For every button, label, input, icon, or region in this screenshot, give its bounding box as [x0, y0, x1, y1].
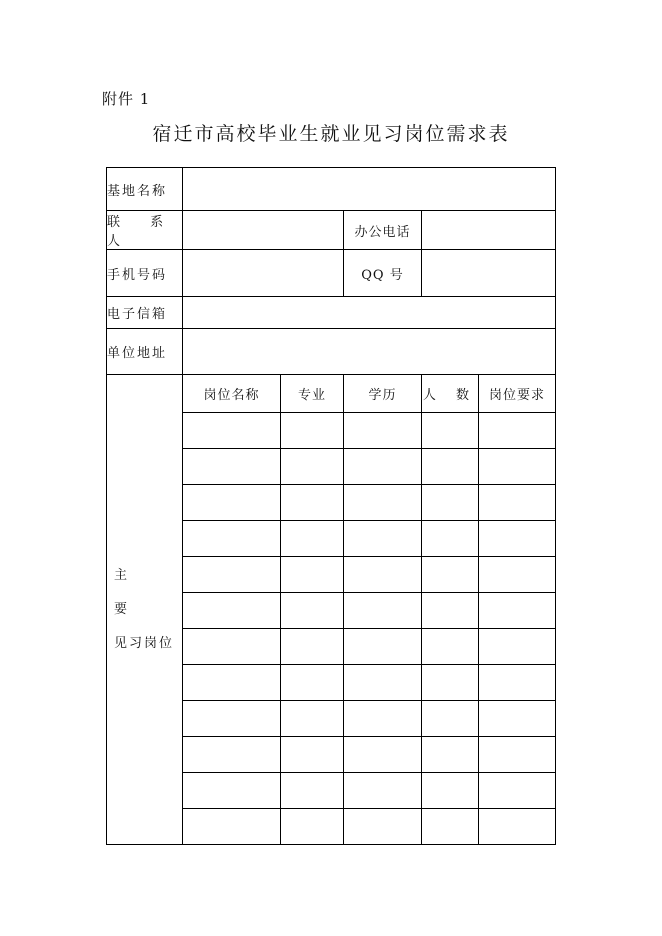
education-cell[interactable]	[344, 593, 422, 629]
requirements-cell[interactable]	[479, 701, 556, 737]
position-name-cell[interactable]	[183, 665, 281, 701]
requirements-cell[interactable]	[479, 665, 556, 701]
education-cell[interactable]	[344, 521, 422, 557]
education-cell[interactable]	[344, 449, 422, 485]
requirements-cell[interactable]	[479, 629, 556, 665]
headcount-cell[interactable]	[422, 449, 479, 485]
major-cell[interactable]	[281, 773, 344, 809]
major-cell[interactable]	[281, 449, 344, 485]
email-label: 电子信箱	[107, 297, 183, 329]
education-cell[interactable]	[344, 557, 422, 593]
requirements-cell[interactable]	[479, 449, 556, 485]
headcount-cell[interactable]	[422, 593, 479, 629]
form-title: 宿迁市高校毕业生就业见习岗位需求表	[152, 123, 510, 145]
position-name-cell[interactable]	[183, 737, 281, 773]
position-name-cell[interactable]	[183, 629, 281, 665]
headcount-cell[interactable]	[422, 629, 479, 665]
position-name-cell[interactable]	[183, 521, 281, 557]
office-phone-label: 办公电话	[344, 211, 422, 250]
position-name-cell[interactable]	[183, 701, 281, 737]
education-cell[interactable]	[344, 809, 422, 845]
position-name-cell[interactable]	[183, 773, 281, 809]
headcount-cell[interactable]	[422, 773, 479, 809]
base-name-label: 基地名称	[107, 168, 183, 211]
attachment-label: 附件 1	[102, 90, 151, 108]
major-cell[interactable]	[281, 737, 344, 773]
email-field[interactable]	[183, 297, 556, 329]
major-cell[interactable]	[281, 629, 344, 665]
header-requirements: 岗位要求	[479, 375, 556, 413]
major-cell[interactable]	[281, 593, 344, 629]
position-name-cell[interactable]	[183, 593, 281, 629]
education-cell[interactable]	[344, 701, 422, 737]
requirements-cell[interactable]	[479, 737, 556, 773]
positions-section-label	[107, 375, 183, 845]
headcount-cell[interactable]	[422, 701, 479, 737]
major-cell[interactable]	[281, 557, 344, 593]
headcount-cell[interactable]	[422, 737, 479, 773]
position-name-cell[interactable]	[183, 809, 281, 845]
requirement-form-table	[106, 167, 556, 845]
requirements-cell[interactable]	[479, 809, 556, 845]
address-field[interactable]	[183, 329, 556, 375]
contact-field[interactable]	[183, 211, 344, 250]
requirements-cell[interactable]	[479, 413, 556, 449]
requirements-cell[interactable]	[479, 557, 556, 593]
mobile-field[interactable]	[183, 250, 344, 297]
major-cell[interactable]	[281, 701, 344, 737]
education-cell[interactable]	[344, 665, 422, 701]
headcount-cell[interactable]	[422, 485, 479, 521]
education-cell[interactable]	[344, 737, 422, 773]
address-label: 单位地址	[107, 329, 183, 375]
qq-field[interactable]	[422, 250, 556, 297]
positions-label-line1: 主 要	[114, 567, 158, 617]
major-cell[interactable]	[281, 485, 344, 521]
header-headcount: 人 数	[422, 375, 479, 413]
major-cell[interactable]	[281, 521, 344, 557]
headcount-cell[interactable]	[422, 665, 479, 701]
position-name-cell[interactable]	[183, 557, 281, 593]
office-phone-field[interactable]	[422, 211, 556, 250]
headcount-cell[interactable]	[422, 557, 479, 593]
positions-label-line2: 见习岗位	[114, 635, 175, 651]
requirements-cell[interactable]	[479, 773, 556, 809]
education-cell[interactable]	[344, 629, 422, 665]
major-cell[interactable]	[281, 413, 344, 449]
position-name-cell[interactable]	[183, 413, 281, 449]
headcount-cell[interactable]	[422, 809, 479, 845]
education-cell[interactable]	[344, 413, 422, 449]
position-name-cell[interactable]	[183, 485, 281, 521]
requirements-cell[interactable]	[479, 521, 556, 557]
requirements-cell[interactable]	[479, 593, 556, 629]
headcount-cell[interactable]	[422, 413, 479, 449]
base-name-field[interactable]	[183, 168, 556, 211]
position-name-cell[interactable]	[183, 449, 281, 485]
education-cell[interactable]	[344, 773, 422, 809]
contact-label: 联 系 人	[107, 211, 183, 250]
requirements-cell[interactable]	[479, 485, 556, 521]
mobile-label: 手机号码	[107, 250, 183, 297]
qq-label: QQ 号	[344, 250, 422, 297]
major-cell[interactable]	[281, 665, 344, 701]
header-position-name: 岗位名称	[183, 375, 281, 413]
major-cell[interactable]	[281, 809, 344, 845]
header-major: 专业	[281, 375, 344, 413]
header-education: 学历	[344, 375, 422, 413]
education-cell[interactable]	[344, 485, 422, 521]
headcount-cell[interactable]	[422, 521, 479, 557]
